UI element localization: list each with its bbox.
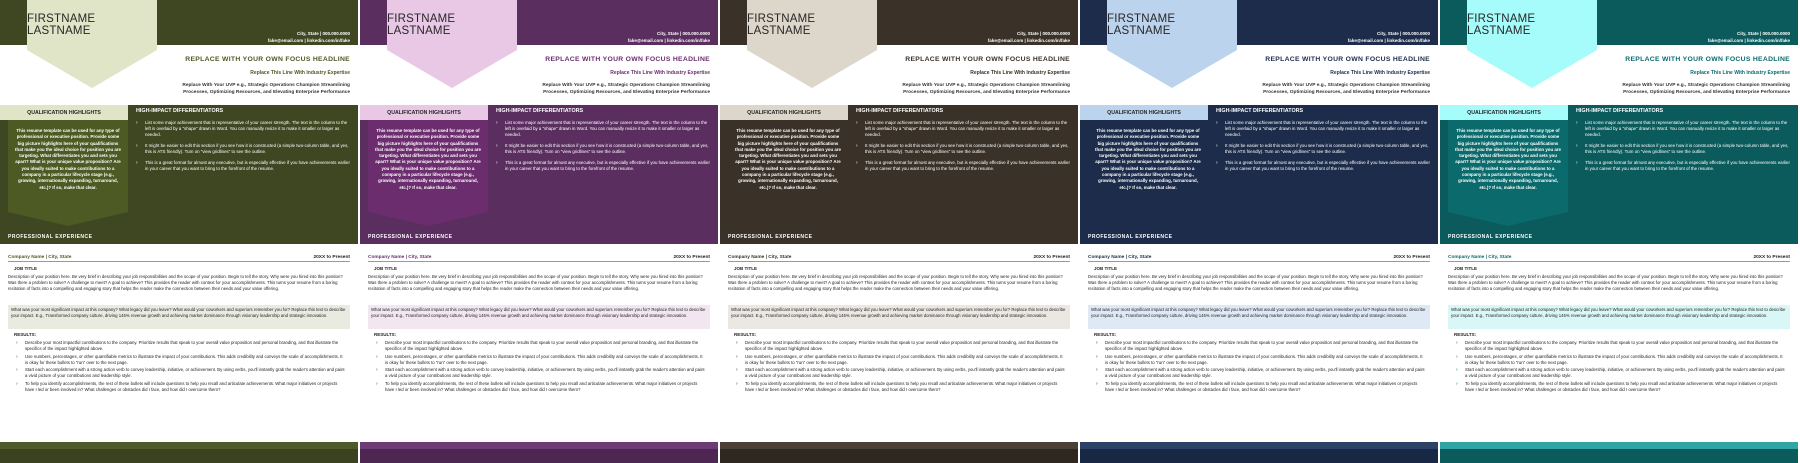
impact-statement: What was your most significant impact at this company? What legacy did you leave? What would your coworkers and superiors remember you for? Replace this text to describe your impact. E.g., Transformed company culture, driving 145% revenue growth and achieving market dominance through visionary leadership and strategic innovation. (368, 305, 710, 329)
uvp-line-2: Processes, Optimizing Resources, and Elevating Enterprise Performance (903, 90, 1070, 95)
qualification-pennant (728, 212, 848, 226)
job-title: JOB TITLE (374, 266, 398, 271)
qualification-pennant (8, 212, 128, 226)
focus-headline: REPLACE WITH YOUR OWN FOCUS HEADLINE (905, 56, 1070, 63)
differentiator-text: List some major achievement that is representative of your career strength. The text in the column to the left is overlaid by a "shape" drawn in Word. You can manually resize it to make it smaller or larger as needed. (865, 120, 1068, 137)
industry-expertise: Replace This Line With Industry Expertise (1690, 70, 1790, 76)
qualification-text: This resume template can be used for any type of professional or executive position. Provide some big picture highlights here of your qualifications that make you the ideal choice for position you are targeting. What differentiates you and sets you apart? What is your unique value proposition? Are you ideally suited to make contributions to a company in a particular lifecycle stage (e.g., growing, internationally expanding, turnaround, etc.)? If so, make that clear. (1095, 128, 1201, 190)
value-proposition (1622, 82, 1790, 96)
result-item (1456, 367, 1786, 379)
company-divider (1088, 261, 1430, 262)
value-proposition (902, 82, 1070, 96)
result-text: Use numbers, percentages, or other quantifiable metrics to illustrate the impact of your contributions. This adds credibility and conveys the scale of accomplishments. It is okay for these bullets to "run" over to the next page. (1465, 353, 1783, 365)
value-proposition (1262, 82, 1430, 96)
result-item (16, 381, 346, 393)
differentiator-item (496, 143, 710, 155)
differentiator-item (1216, 143, 1430, 155)
impact-statement: What was your most significant impact at this company? What legacy did you leave? What would your coworkers and superiors remember you for? Replace this text to describe your impact. E.g., Transformed company culture, driving 145% revenue growth and achieving market dominance through visionary leadership and strategic innovation. (1448, 305, 1790, 329)
resume-template-preview-purple[interactable] (360, 0, 718, 463)
qualification-pennant (1088, 212, 1208, 226)
company-divider (728, 261, 1070, 262)
uvp-line-2: Processes, Optimizing Resources, and Elevating Enterprise Performance (183, 90, 350, 95)
job-title: JOB TITLE (14, 266, 38, 271)
contact-line-2: fake@email.com | linkedin.com/in/fake (267, 38, 350, 43)
contact-line-2: fake@email.com | linkedin.com/in/fake (1347, 38, 1430, 43)
uvp-line-1: Replace With Your UVP e.g., Strategic Operations Champion Streamlining (902, 83, 1070, 88)
bullet-chevron-icon: › (136, 160, 138, 166)
candidate-name: FIRSTNAME LASTNAME (747, 0, 877, 50)
impact-statement: What was your most significant impact at this company? What legacy did you leave? What would your coworkers and superiors remember you for? Replace this text to describe your impact. E.g., Transformed company culture, driving 145% revenue growth and achieving market dominance through visionary leadership and strategic innovation. (728, 305, 1070, 329)
bullet-chevron-icon: › (1576, 143, 1578, 149)
contact-line-1: City, State | 000.000.0000 (1737, 31, 1790, 36)
uvp-line-1: Replace With Your UVP e.g., Strategic Operations Champion Streamlining (542, 83, 710, 88)
contact-line-1: City, State | 000.000.0000 (1017, 31, 1070, 36)
differentiators-list (1576, 120, 1790, 177)
differentiators-title: HIGH-IMPACT DIFFERENTIATORS (496, 108, 584, 114)
result-item (1096, 340, 1426, 352)
bullet-chevron-icon: › (376, 380, 378, 387)
qualification-highlights-title: QUALIFICATION HIGHLIGHTS (1080, 105, 1208, 120)
result-text: Describe your most impactful contributions to the company. Prioritize results that speak to your overall value proposition and personal branding, and that illustrate the specifics of the impact highlighted above. (1465, 340, 1779, 351)
differentiator-text: This is a great format for almost any executive, but is especially effective if you have achievements earlier in your career that you want to bring to the forefront of the resume. (1585, 160, 1790, 171)
result-text: Start each accomplishment with a strong action verb to convey leadership, initiative, or achievement. By using verbs, you'll instantly grab the reader's attention and paint a vivid picture of your contributions and leadership style. (745, 367, 1065, 378)
results-label: RESULTS: (374, 332, 397, 337)
bullet-chevron-icon: › (16, 380, 18, 387)
differentiator-text: It might be easier to edit this section if you see how it is constructed (a simple two-column table, and yes, this is ATS friendly). Turn on "view gridlines" to see the outline. (505, 143, 709, 154)
differentiators-list (856, 120, 1070, 177)
bullet-chevron-icon: › (1456, 367, 1458, 373)
results-list (1456, 340, 1786, 394)
industry-expertise: Replace This Line With Industry Expertise (1330, 70, 1430, 76)
bullet-chevron-icon: › (1456, 340, 1458, 346)
experience-title: PROFESSIONAL EXPERIENCE (1448, 234, 1533, 240)
footer-band-dark (1080, 449, 1438, 463)
candidate-name: FIRSTNAME LASTNAME (387, 0, 517, 50)
bullet-chevron-icon: › (736, 353, 738, 360)
results-list (736, 340, 1066, 394)
result-item (736, 381, 1066, 393)
focus-headline: REPLACE WITH YOUR OWN FOCUS HEADLINE (185, 56, 350, 63)
industry-expertise: Replace This Line With Industry Expertise (610, 70, 710, 76)
bullet-chevron-icon: › (136, 143, 138, 149)
results-label: RESULTS: (1094, 332, 1117, 337)
result-text: Start each accomplishment with a strong action verb to convey leadership, initiative, or achievement. By using verbs, you'll instantly grab the reader's attention and paint a vivid picture of your contributions and leadership style. (1105, 367, 1425, 378)
bullet-chevron-icon: › (736, 380, 738, 387)
result-item (1096, 367, 1426, 379)
differentiator-item (136, 120, 350, 138)
results-label: RESULTS: (734, 332, 757, 337)
bullet-chevron-icon: › (1216, 143, 1218, 149)
bullet-chevron-icon: › (736, 367, 738, 373)
bullet-chevron-icon: › (16, 340, 18, 346)
qualification-pennant (1448, 212, 1568, 226)
contact-info (268, 30, 350, 44)
job-description: Description of your position here. Be very brief in describing your job responsibilities and the scope of your position. Begin to tell the story. Why were you hired into this position? Was there a problem to solve? A challenge to meet? A goal to achieve? This provides the reader with context for your accomplishments. This turns your resume from a boring recitation of facts into a compelling and engaging story that helps the reader make the connection between their needs and your value offering. (728, 274, 1063, 291)
results-list (1096, 340, 1426, 394)
bullet-chevron-icon: › (1576, 160, 1578, 166)
result-item (376, 367, 706, 379)
contact-line-2: fake@email.com | linkedin.com/in/fake (1707, 38, 1790, 43)
result-text: Start each accomplishment with a strong action verb to convey leadership, initiative, or achievement. By using verbs, you'll instantly grab the reader's attention and paint a vivid picture of your contributions and leadership style. (25, 367, 345, 378)
qualification-highlights-title: QUALIFICATION HIGHLIGHTS (360, 105, 488, 120)
result-item (16, 367, 346, 379)
bullet-chevron-icon: › (16, 353, 18, 360)
contact-info (1708, 30, 1790, 44)
employment-dates: 20XX to Present (313, 255, 350, 260)
qualification-highlights-title: QUALIFICATION HIGHLIGHTS (0, 105, 128, 120)
result-text: Start each accomplishment with a strong action verb to convey leadership, initiative, or achievement. By using verbs, you'll instantly grab the reader's attention and paint a vivid picture of your contributions and leadership style. (385, 367, 705, 378)
company-name: Company Name | City, State (728, 255, 792, 260)
qualification-text: This resume template can be used for any type of professional or executive position. Provide some big picture highlights here of your qualifications that make you the ideal choice for position you are targeting. What differentiates you and sets you apart? What is your unique value proposition? Are you ideally suited to make contributions to a company in a particular lifecycle stage (e.g., growing, internationally expanding, turnaround, etc.)? If so, make that clear. (375, 128, 481, 190)
resume-template-preview-navy[interactable] (1080, 0, 1438, 463)
result-text: Use numbers, percentages, or other quantifiable metrics to illustrate the impact of your contributions. This adds credibility and conveys the scale of accomplishments. It is okay for these bullets to "run" over to the next page. (25, 353, 343, 365)
differentiators-list (136, 120, 350, 177)
impact-statement: What was your most significant impact at this company? What legacy did you leave? What would your coworkers and superiors remember you for? Replace this text to describe your impact. E.g., Transformed company culture, driving 145% revenue growth and achieving market dominance through visionary leadership and strategic innovation. (8, 305, 350, 329)
industry-expertise: Replace This Line With Industry Expertise (970, 70, 1070, 76)
contact-line-1: City, State | 000.000.0000 (657, 31, 710, 36)
footer-band-light (360, 442, 718, 449)
differentiator-item (856, 160, 1070, 172)
job-title: JOB TITLE (1454, 266, 1478, 271)
resume-template-preview-brown[interactable] (720, 0, 1078, 463)
job-description: Description of your position here. Be very brief in describing your job responsibilities and the scope of your position. Begin to tell the story. Why were you hired into this position? Was there a problem to solve? A challenge to meet? A goal to achieve? This provides the reader with context for your accomplishments. This turns your resume from a boring recitation of facts into a compelling and engaging story that helps the reader make the connection between their needs and your value offering. (8, 274, 343, 291)
result-item (1456, 381, 1786, 393)
differentiator-text: List some major achievement that is representative of your career strength. The text in the column to the left is overlaid by a "shape" drawn in Word. You can manually resize it to make it smaller or larger as needed. (505, 120, 708, 137)
footer-band-light (720, 442, 1078, 449)
result-item (376, 354, 706, 366)
result-text: Describe your most impactful contributions to the company. Prioritize results that speak to your overall value proposition and personal branding, and that illustrate the specifics of the impact highlighted above. (25, 340, 339, 351)
bullet-chevron-icon: › (496, 120, 498, 126)
job-description: Description of your position here. Be very brief in describing your job responsibilities and the scope of your position. Begin to tell the story. Why were you hired into this position? Was there a problem to solve? A challenge to meet? A goal to achieve? This provides the reader with context for your accomplishments. This turns your resume from a boring recitation of facts into a compelling and engaging story that helps the reader make the connection between their needs and your value offering. (1448, 274, 1783, 291)
experience-title: PROFESSIONAL EXPERIENCE (368, 234, 453, 240)
resume-template-preview-teal[interactable] (1440, 0, 1798, 463)
name-pennant (747, 50, 877, 88)
contact-line-2: fake@email.com | linkedin.com/in/fake (627, 38, 710, 43)
differentiator-item (136, 160, 350, 172)
bullet-chevron-icon: › (376, 340, 378, 346)
company-name: Company Name | City, State (1088, 255, 1152, 260)
company-name: Company Name | City, State (1448, 255, 1512, 260)
bullet-chevron-icon: › (736, 340, 738, 346)
contact-line-1: City, State | 000.000.0000 (1377, 31, 1430, 36)
results-list (376, 340, 706, 394)
impact-statement: What was your most significant impact at this company? What legacy did you leave? What would your coworkers and superiors remember you for? Replace this text to describe your impact. E.g., Transformed company culture, driving 145% revenue growth and achieving market dominance through visionary leadership and strategic innovation. (1088, 305, 1430, 329)
contact-info (628, 30, 710, 44)
footer-band-light (0, 442, 358, 449)
result-text: To help you identify accomplishments, the rest of these bullets will include questions to help you recall and articulate achievements. What major initiatives or projects have I led or been involved in? What challenges or obstacles did I face, and how did I overcome them? (1105, 380, 1418, 392)
result-text: Use numbers, percentages, or other quantifiable metrics to illustrate the impact of your contributions. This adds credibility and conveys the scale of accomplishments. It is okay for these bullets to "run" over to the next page. (1105, 353, 1423, 365)
differentiator-text: It might be easier to edit this section if you see how it is constructed (a simple two-column table, and yes, this is ATS friendly). Turn on "view gridlines" to see the outline. (145, 143, 349, 154)
results-label: RESULTS: (1454, 332, 1477, 337)
bullet-chevron-icon: › (1216, 120, 1218, 126)
differentiator-item (856, 120, 1070, 138)
employment-dates: 20XX to Present (1393, 255, 1430, 260)
bullet-chevron-icon: › (1096, 353, 1098, 360)
result-text: Use numbers, percentages, or other quantifiable metrics to illustrate the impact of your contributions. This adds credibility and conveys the scale of accomplishments. It is okay for these bullets to "run" over to the next page. (745, 353, 1063, 365)
qualification-highlights-title: QUALIFICATION HIGHLIGHTS (720, 105, 848, 120)
result-item (16, 354, 346, 366)
resume-template-preview-olive[interactable] (0, 0, 358, 463)
bullet-chevron-icon: › (856, 160, 858, 166)
focus-headline: REPLACE WITH YOUR OWN FOCUS HEADLINE (1625, 56, 1790, 63)
qualification-pennant (368, 212, 488, 226)
differentiator-item (1576, 160, 1790, 172)
differentiators-list (1216, 120, 1430, 177)
differentiator-text: This is a great format for almost any executive, but is especially effective if you have achievements earlier in your career that you want to bring to the forefront of the resume. (505, 160, 710, 171)
results-list (16, 340, 346, 394)
differentiator-item (1576, 143, 1790, 155)
bullet-chevron-icon: › (1096, 367, 1098, 373)
candidate-name: FIRSTNAME LASTNAME (1107, 0, 1237, 50)
result-text: To help you identify accomplishments, the rest of these bullets will include questions to help you recall and articulate achievements. What major initiatives or projects have I led or been involved in? What challenges or obstacles did I face, and how did I overcome them? (745, 380, 1058, 392)
job-title: JOB TITLE (734, 266, 758, 271)
company-name: Company Name | City, State (8, 255, 72, 260)
footer-band-dark (1440, 449, 1798, 463)
focus-headline: REPLACE WITH YOUR OWN FOCUS HEADLINE (1265, 56, 1430, 63)
result-text: Use numbers, percentages, or other quantifiable metrics to illustrate the impact of your contributions. This adds credibility and conveys the scale of accomplishments. It is okay for these bullets to "run" over to the next page. (385, 353, 703, 365)
result-text: Start each accomplishment with a strong action verb to convey leadership, initiative, or achievement. By using verbs, you'll instantly grab the reader's attention and paint a vivid picture of your contributions and leadership style. (1465, 367, 1785, 378)
differentiator-text: This is a great format for almost any executive, but is especially effective if you have achievements earlier in your career that you want to bring to the forefront of the resume. (145, 160, 350, 171)
bullet-chevron-icon: › (1096, 380, 1098, 387)
results-label: RESULTS: (14, 332, 37, 337)
result-item (736, 367, 1066, 379)
differentiator-text: List some major achievement that is representative of your career strength. The text in the column to the left is overlaid by a "shape" drawn in Word. You can manually resize it to make it smaller or larger as needed. (1225, 120, 1428, 137)
result-text: To help you identify accomplishments, the rest of these bullets will include questions to help you recall and articulate achievements. What major initiatives or projects have I led or been involved in? What challenges or obstacles did I face, and how did I overcome them? (1465, 380, 1778, 392)
result-item (1096, 381, 1426, 393)
job-description: Description of your position here. Be very brief in describing your job responsibilities and the scope of your position. Begin to tell the story. Why were you hired into this position? Was there a problem to solve? A challenge to meet? A goal to achieve? This provides the reader with context for your accomplishments. This turns your resume from a boring recitation of facts into a compelling and engaging story that helps the reader make the connection between their needs and your value offering. (368, 274, 703, 291)
differentiator-text: This is a great format for almost any executive, but is especially effective if you have achievements earlier in your career that you want to bring to the forefront of the resume. (865, 160, 1070, 171)
contact-info (1348, 30, 1430, 44)
company-name: Company Name | City, State (368, 255, 432, 260)
bullet-chevron-icon: › (136, 120, 138, 126)
name-pennant (27, 50, 157, 88)
experience-title: PROFESSIONAL EXPERIENCE (8, 234, 93, 240)
employment-dates: 20XX to Present (1753, 255, 1790, 260)
footer-band-light (1440, 442, 1798, 449)
bullet-chevron-icon: › (1456, 380, 1458, 387)
footer-band-dark (720, 449, 1078, 463)
industry-expertise: Replace This Line With Industry Expertise (250, 70, 350, 76)
qualification-text: This resume template can be used for any type of professional or executive position. Provide some big picture highlights here of your qualifications that make you the ideal choice for position you are targeting. What differentiates you and sets you apart? What is your unique value proposition? Are you ideally suited to make contributions to a company in a particular lifecycle stage (e.g., growing, internationally expanding, turnaround, etc.)? If so, make that clear. (1455, 128, 1561, 190)
result-item (736, 340, 1066, 352)
footer-band-dark (0, 449, 358, 463)
result-text: Describe your most impactful contributions to the company. Prioritize results that speak to your overall value proposition and personal branding, and that illustrate the specifics of the impact highlighted above. (1105, 340, 1419, 351)
result-item (376, 340, 706, 352)
experience-title: PROFESSIONAL EXPERIENCE (1088, 234, 1173, 240)
result-text: To help you identify accomplishments, the rest of these bullets will include questions to help you recall and articulate achievements. What major initiatives or projects have I led or been involved in? What challenges or obstacles did I face, and how did I overcome them? (25, 380, 338, 392)
employment-dates: 20XX to Present (673, 255, 710, 260)
uvp-line-2: Processes, Optimizing Resources, and Elevating Enterprise Performance (1263, 90, 1430, 95)
differentiator-text: This is a great format for almost any executive, but is especially effective if you have achievements earlier in your career that you want to bring to the forefront of the resume. (1225, 160, 1430, 171)
differentiators-title: HIGH-IMPACT DIFFERENTIATORS (1216, 108, 1304, 114)
bullet-chevron-icon: › (376, 353, 378, 360)
experience-title: PROFESSIONAL EXPERIENCE (728, 234, 813, 240)
value-proposition (542, 82, 710, 96)
differentiators-title: HIGH-IMPACT DIFFERENTIATORS (136, 108, 224, 114)
bullet-chevron-icon: › (376, 367, 378, 373)
bullet-chevron-icon: › (1456, 353, 1458, 360)
footer-band-light (1080, 442, 1438, 449)
differentiator-item (496, 120, 710, 138)
differentiator-item (1576, 120, 1790, 138)
contact-info (988, 30, 1070, 44)
result-text: To help you identify accomplishments, the rest of these bullets will include questions to help you recall and articulate achievements. What major initiatives or projects have I led or been involved in? What challenges or obstacles did I face, and how did I overcome them? (385, 380, 698, 392)
result-item (1456, 354, 1786, 366)
uvp-line-1: Replace With Your UVP e.g., Strategic Operations Champion Streamlining (1622, 83, 1790, 88)
differentiators-list (496, 120, 710, 177)
result-item (1096, 354, 1426, 366)
differentiator-text: It might be easier to edit this section if you see how it is constructed (a simple two-column table, and yes, this is ATS friendly). Turn on "view gridlines" to see the outline. (865, 143, 1069, 154)
value-proposition (182, 82, 350, 96)
job-title: JOB TITLE (1094, 266, 1118, 271)
footer-band-dark (360, 449, 718, 463)
uvp-line-2: Processes, Optimizing Resources, and Elevating Enterprise Performance (1623, 90, 1790, 95)
result-text: Describe your most impactful contributions to the company. Prioritize results that speak to your overall value proposition and personal branding, and that illustrate the specifics of the impact highlighted above. (745, 340, 1059, 351)
bullet-chevron-icon: › (856, 143, 858, 149)
bullet-chevron-icon: › (1216, 160, 1218, 166)
differentiator-text: It might be easier to edit this section if you see how it is constructed (a simple two-column table, and yes, this is ATS friendly). Turn on "view gridlines" to see the outline. (1585, 143, 1789, 154)
differentiator-item (1216, 160, 1430, 172)
bullet-chevron-icon: › (496, 143, 498, 149)
name-pennant (387, 50, 517, 88)
candidate-name: FIRSTNAME LASTNAME (1467, 0, 1597, 50)
qualification-text: This resume template can be used for any type of professional or executive position. Provide some big picture highlights here of your qualifications that make you the ideal choice for position you are targeting. What differentiates you and sets you apart? What is your unique value proposition? Are you ideally suited to make contributions to a company in a particular lifecycle stage (e.g., growing, internationally expanding, turnaround, etc.)? If so, make that clear. (735, 128, 841, 190)
differentiator-text: It might be easier to edit this section if you see how it is constructed (a simple two-column table, and yes, this is ATS friendly). Turn on "view gridlines" to see the outline. (1225, 143, 1429, 154)
employment-dates: 20XX to Present (1033, 255, 1070, 260)
qualification-highlights-title: QUALIFICATION HIGHLIGHTS (1440, 105, 1568, 120)
differentiator-text: List some major achievement that is representative of your career strength. The text in the column to the left is overlaid by a "shape" drawn in Word. You can manually resize it to make it smaller or larger as needed. (1585, 120, 1788, 137)
contact-line-2: fake@email.com | linkedin.com/in/fake (987, 38, 1070, 43)
bullet-chevron-icon: › (16, 367, 18, 373)
candidate-name: FIRSTNAME LASTNAME (27, 0, 157, 50)
uvp-line-1: Replace With Your UVP e.g., Strategic Operations Champion Streamlining (182, 83, 350, 88)
bullet-chevron-icon: › (496, 160, 498, 166)
name-pennant (1467, 50, 1597, 88)
differentiator-text: List some major achievement that is representative of your career strength. The text in the column to the left is overlaid by a "shape" drawn in Word. You can manually resize it to make it smaller or larger as needed. (145, 120, 348, 137)
contact-line-1: City, State | 000.000.0000 (297, 31, 350, 36)
differentiators-title: HIGH-IMPACT DIFFERENTIATORS (856, 108, 944, 114)
result-item (16, 340, 346, 352)
result-item (376, 381, 706, 393)
bullet-chevron-icon: › (1576, 120, 1578, 126)
company-divider (8, 261, 350, 262)
differentiator-item (136, 143, 350, 155)
qualification-text: This resume template can be used for any type of professional or executive position. Provide some big picture highlights here of your qualifications that make you the ideal choice for position you are targeting. What differentiates you and sets you apart? What is your unique value proposition? Are you ideally suited to make contributions to a company in a particular lifecycle stage (e.g., growing, internationally expanding, turnaround, etc.)? If so, make that clear. (15, 128, 121, 190)
result-text: Describe your most impactful contributions to the company. Prioritize results that speak to your overall value proposition and personal branding, and that illustrate the specifics of the impact highlighted above. (385, 340, 699, 351)
differentiator-item (1216, 120, 1430, 138)
job-description: Description of your position here. Be very brief in describing your job responsibilities and the scope of your position. Begin to tell the story. Why were you hired into this position? Was there a problem to solve? A challenge to meet? A goal to achieve? This provides the reader with context for your accomplishments. This turns your resume from a boring recitation of facts into a compelling and engaging story that helps the reader make the connection between their needs and your value offering. (1088, 274, 1423, 291)
result-item (736, 354, 1066, 366)
uvp-line-2: Processes, Optimizing Resources, and Elevating Enterprise Performance (543, 90, 710, 95)
company-divider (1448, 261, 1790, 262)
bullet-chevron-icon: › (856, 120, 858, 126)
differentiator-item (856, 143, 1070, 155)
differentiators-title: HIGH-IMPACT DIFFERENTIATORS (1576, 108, 1664, 114)
result-item (1456, 340, 1786, 352)
differentiator-item (496, 160, 710, 172)
company-divider (368, 261, 710, 262)
focus-headline: REPLACE WITH YOUR OWN FOCUS HEADLINE (545, 56, 710, 63)
bullet-chevron-icon: › (1096, 340, 1098, 346)
name-pennant (1107, 50, 1237, 88)
uvp-line-1: Replace With Your UVP e.g., Strategic Operations Champion Streamlining (1262, 83, 1430, 88)
